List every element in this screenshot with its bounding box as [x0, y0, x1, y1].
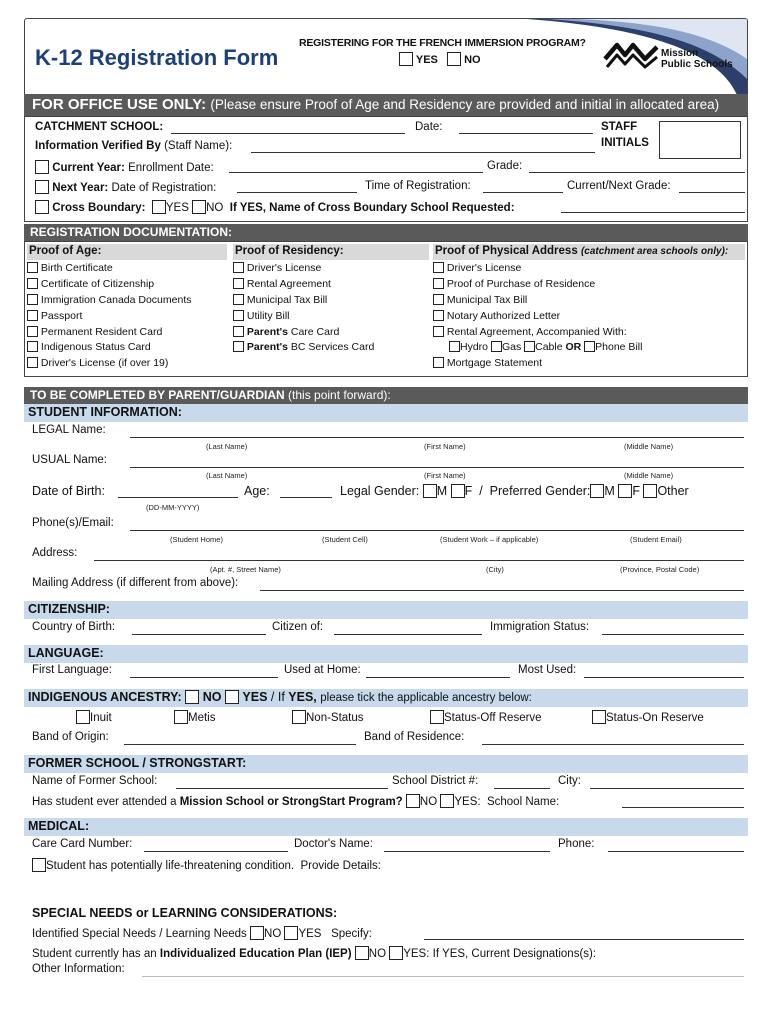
- most-used-line[interactable]: [584, 677, 744, 678]
- proof-age-checkbox[interactable]: [27, 341, 38, 352]
- proof-residency-item: [233, 309, 429, 325]
- attended-yes-checkbox[interactable]: [440, 794, 454, 808]
- ancestry-checkbox[interactable]: [76, 710, 90, 724]
- proof-address-item: [433, 325, 745, 341]
- ancestry-option: [592, 710, 704, 724]
- parent-guardian-band: [24, 387, 748, 404]
- next-year-label: Next Year:: [52, 182, 109, 194]
- gas-label: Gas: [501, 341, 522, 354]
- province-caption: (Province, Postal Code): [620, 565, 700, 574]
- proof-residency-label: Rental Agreement: [246, 277, 331, 290]
- used-at-home-line[interactable]: [366, 677, 510, 678]
- proof-age-label: Indigenous Status Card: [40, 341, 151, 354]
- legal-m-label: M: [436, 484, 448, 498]
- legal-first-caption: (First Name): [424, 442, 466, 451]
- attended-bold: Mission School or StrongStart Program?: [179, 796, 403, 808]
- date-line[interactable]: [459, 133, 593, 134]
- phone-email-label: Phone(s)/Email:: [32, 517, 114, 529]
- verified-rest: (Staff Name):: [164, 140, 233, 152]
- proof-residency-checkbox[interactable]: [233, 294, 244, 305]
- enrollment-date-line[interactable]: [229, 172, 483, 173]
- ancestry-label: Non-Status: [306, 712, 364, 724]
- identified-needs-label: Identified Special Needs / Learning Needs: [32, 928, 247, 940]
- legal-last-caption: (Last Name): [206, 442, 248, 451]
- immigration-status-label: Immigration Status:: [490, 621, 590, 633]
- verified-line[interactable]: [251, 152, 595, 153]
- provide-details-label: Provide Details:: [300, 860, 381, 872]
- parent-bc-bold: Parent's: [246, 341, 288, 354]
- office-box: [24, 116, 748, 222]
- school-district-label: School District #:: [392, 775, 479, 787]
- ancestry-option: [174, 710, 215, 724]
- time-registration-label: Time of Registration:: [365, 180, 471, 192]
- citizenship-section: CITIZENSHIP:: [24, 601, 748, 619]
- iep-row: [32, 946, 596, 960]
- proof-address-heading: Proof of Physical Address: [435, 245, 578, 257]
- attended-pre: Has student ever attended a: [32, 796, 177, 808]
- first-language-label: First Language:: [32, 664, 112, 676]
- iep-yes-label: YES:: [403, 948, 430, 960]
- cross-no-checkbox[interactable]: [192, 200, 206, 214]
- legal-gender-f-checkbox[interactable]: [451, 484, 465, 498]
- special-no-checkbox[interactable]: [250, 926, 264, 940]
- attended-row: [32, 794, 559, 808]
- parent-bc-rest: BC Services Card: [290, 341, 375, 354]
- proof-address-label: Rental Agreement, Accompanied With:: [446, 325, 627, 338]
- logo-wave-icon: [603, 37, 661, 71]
- usual-name-line[interactable]: [130, 467, 744, 468]
- former-school-section: FORMER SCHOOL / STRONGSTART:: [24, 755, 748, 773]
- french-yes-label: YES: [415, 54, 438, 66]
- proof-age-item: [27, 261, 227, 277]
- proof-address-column: [433, 244, 745, 372]
- proof-residency-item: [233, 261, 429, 277]
- student-info-section: STUDENT INFORMATION:: [24, 404, 748, 422]
- proof-residency-column: [233, 244, 429, 356]
- date-label: Date:: [415, 121, 443, 133]
- first-language-line[interactable]: [130, 677, 278, 678]
- cross-if-yes-label: If YES, Name of Cross Boundary School Requested:: [229, 202, 515, 214]
- legal-gender-label: Legal Gender:: [340, 484, 420, 498]
- proof-address-label: Proof of Purchase of Residence: [446, 277, 596, 290]
- indigenous-title: INDIGENOUS ANCESTRY:: [28, 690, 182, 704]
- french-yes-checkbox[interactable]: [399, 52, 413, 66]
- parent-band-title: TO BE COMPLETED BY PARENT/GUARDIAN: [30, 388, 285, 402]
- specify-line[interactable]: [424, 939, 744, 940]
- proof-residency-label: Driver's License: [246, 261, 322, 274]
- legal-f-label: F: [464, 484, 473, 498]
- proof-age-heading: Proof of Age:: [27, 244, 227, 260]
- proof-age-checkbox[interactable]: [27, 310, 38, 321]
- medical-phone-label: Phone:: [558, 838, 595, 850]
- ancestry-checkbox[interactable]: [430, 710, 444, 724]
- time-registration-line[interactable]: [483, 192, 563, 193]
- initials-label: INITIALS: [601, 137, 649, 149]
- attended-no-label: NO: [419, 796, 438, 808]
- former-city-label: City:: [558, 775, 581, 787]
- other-info-line[interactable]: [142, 976, 744, 977]
- parent-care-rest: Care Card: [290, 325, 340, 338]
- french-immersion-options: [399, 52, 481, 66]
- dob-line[interactable]: [118, 497, 238, 498]
- proof-age-item: [27, 309, 227, 325]
- proof-age-item: [27, 325, 227, 341]
- most-used-label: Most Used:: [518, 664, 577, 676]
- proof-age-checkbox[interactable]: [27, 294, 38, 305]
- citizen-of-label: Citizen of:: [272, 621, 324, 633]
- indigenous-if-bold: YES,: [288, 690, 317, 704]
- proof-residency-heading: Proof of Residency:: [233, 244, 429, 260]
- mortgage-checkbox[interactable]: [433, 357, 444, 368]
- cross-yes-checkbox[interactable]: [152, 200, 166, 214]
- staff-label: STAFF: [601, 121, 638, 133]
- city-caption: (City): [486, 565, 504, 574]
- current-year-checkbox[interactable]: [35, 160, 49, 174]
- gender-row: [340, 484, 689, 498]
- proof-age-item: [27, 277, 227, 293]
- proof-age-checkbox[interactable]: [27, 262, 38, 273]
- ancestry-option: [292, 710, 364, 724]
- catchment-line[interactable]: [171, 133, 405, 134]
- usual-last-caption: (Last Name): [206, 471, 248, 480]
- proof-age-label: Birth Certificate: [40, 261, 113, 274]
- proof-address-checkbox[interactable]: [433, 262, 444, 273]
- country-birth-label: Country of Birth:: [32, 621, 116, 633]
- grade-line[interactable]: [529, 172, 745, 173]
- form-header: [24, 18, 748, 94]
- indigenous-yes-checkbox[interactable]: [225, 690, 239, 704]
- care-card-label: Care Card Number:: [32, 838, 133, 850]
- parent-care-card-checkbox[interactable]: [233, 326, 244, 337]
- reg-docs-box: [24, 241, 748, 377]
- logo-line1: Mission: [661, 48, 699, 59]
- proof-age-item: [27, 293, 227, 309]
- pref-gender-other-checkbox[interactable]: [643, 484, 657, 498]
- proof-address-label: Municipal Tax Bill: [446, 293, 528, 306]
- gender-slash: /: [479, 484, 483, 498]
- apt-street-caption: (Apt. #, Street Name): [210, 565, 281, 574]
- dob-label: Date of Birth:: [32, 484, 105, 498]
- mailing-address-label: Mailing Address (if different from above):: [32, 577, 239, 589]
- ancestry-checkbox[interactable]: [174, 710, 188, 724]
- iep-bold: Individualized Education Plan (IEP): [159, 948, 352, 960]
- former-city-line[interactable]: [590, 788, 744, 789]
- usual-name-label: USUAL Name:: [32, 454, 107, 466]
- other-info-label: Other Information:: [32, 963, 125, 975]
- student-cell-caption: (Student Cell): [322, 535, 368, 544]
- life-threatening-checkbox[interactable]: [32, 858, 46, 872]
- cable-label: Cable: [535, 341, 563, 354]
- special-no-label: NO: [264, 928, 282, 940]
- proof-age-label: Certificate of Citizenship: [40, 277, 155, 290]
- parent-bc-services-checkbox[interactable]: [233, 341, 244, 352]
- condition-row: [32, 858, 381, 872]
- legal-name-label: LEGAL Name:: [32, 424, 106, 436]
- proof-age-item: [27, 340, 227, 356]
- address-label: Address:: [32, 547, 78, 559]
- band-origin-line[interactable]: [124, 744, 356, 745]
- enrollment-date-label: Enrollment Date:: [128, 162, 214, 174]
- verified-label: Information Verified By: [35, 140, 161, 152]
- ancestry-label: Status-Off Reserve: [444, 712, 542, 724]
- iep-if-label: If YES, Current Designations(s):: [432, 948, 597, 960]
- indigenous-yes-label: YES: [242, 690, 268, 704]
- office-band-note: (Please ensure Proof of Age and Residency are provided and initial in allocated area): [210, 97, 720, 112]
- french-immersion-question: REGISTERING FOR THE FRENCH IMMERSION PROGRAM?: [299, 37, 586, 49]
- indigenous-if-rest: please tick the applicable ancestry below:: [320, 692, 532, 704]
- ancestry-checkbox[interactable]: [292, 710, 306, 724]
- current-next-grade-line[interactable]: [679, 192, 745, 193]
- pref-m-label: M: [604, 484, 615, 498]
- catchment-label: CATCHMENT SCHOOL:: [35, 121, 164, 133]
- proof-address-label: Notary Authorized Letter: [446, 309, 561, 322]
- student-work-caption: (Student Work – if applicable): [440, 535, 539, 544]
- ancestry-option: [76, 710, 112, 724]
- proof-residency-checkbox[interactable]: [233, 278, 244, 289]
- age-label: Age:: [244, 484, 270, 498]
- proof-address-checkbox[interactable]: [433, 326, 444, 337]
- proof-address-checkbox[interactable]: [433, 294, 444, 305]
- proof-age-label: Immigration Canada Documents: [40, 293, 192, 306]
- proof-age-checkbox[interactable]: [27, 357, 38, 368]
- cross-school-line[interactable]: [561, 212, 745, 213]
- french-no-label: NO: [464, 54, 481, 66]
- special-yes-label: YES: [298, 928, 322, 940]
- staff-initials-box[interactable]: [659, 121, 741, 159]
- cross-no-label: NO: [206, 202, 224, 214]
- band-residence-line[interactable]: [482, 744, 744, 745]
- pref-f-label: F: [632, 484, 640, 498]
- legal-gender-m-checkbox[interactable]: [423, 484, 437, 498]
- proof-residency-label: Utility Bill: [246, 309, 290, 322]
- specify-label: Specify:: [331, 928, 372, 940]
- parent-band-note: (this point forward):: [288, 388, 391, 402]
- former-school-label: Name of Former School:: [32, 775, 158, 787]
- proof-address-checkbox[interactable]: [433, 310, 444, 321]
- french-no-checkbox[interactable]: [447, 52, 461, 66]
- pref-gender-f-checkbox[interactable]: [618, 484, 632, 498]
- indigenous-section: [24, 689, 748, 707]
- doctor-name-line[interactable]: [384, 851, 550, 852]
- grade-label: Grade:: [487, 160, 523, 172]
- indigenous-no-label: NO: [202, 690, 222, 704]
- attended-yes-label: YES:: [454, 796, 481, 808]
- cross-boundary-label: Cross Boundary:: [52, 202, 146, 214]
- mailing-address-line[interactable]: [260, 590, 744, 591]
- form-title: K-12 Registration Form: [35, 45, 279, 70]
- pref-other-label: Other: [657, 484, 689, 498]
- care-card-line[interactable]: [144, 851, 288, 852]
- proof-residency-item: [233, 293, 429, 309]
- age-line[interactable]: [280, 497, 332, 498]
- iep-pre: Student currently has an: [32, 948, 157, 960]
- pref-gender-m-checkbox[interactable]: [590, 484, 604, 498]
- legal-middle-caption: (Middle Name): [624, 442, 674, 451]
- ancestry-checkbox[interactable]: [592, 710, 606, 724]
- medical-phone-line[interactable]: [608, 851, 744, 852]
- gas-checkbox[interactable]: [491, 341, 502, 352]
- used-at-home-label: Used at Home:: [284, 664, 361, 676]
- indigenous-if-pre: / If: [270, 690, 285, 704]
- doctor-name-label: Doctor's Name:: [294, 838, 373, 850]
- country-birth-line[interactable]: [132, 634, 266, 635]
- school-name-label: School Name:: [486, 796, 560, 808]
- proof-address-item: [433, 277, 745, 293]
- date-registration-label: Date of Registration:: [111, 182, 217, 194]
- logo-line2: Public Schools: [661, 59, 733, 70]
- mortgage-label: Mortgage Statement: [446, 357, 543, 370]
- usual-middle-caption: (Middle Name): [624, 471, 674, 480]
- iep-no-checkbox[interactable]: [355, 946, 369, 960]
- proof-age-label: Permanent Resident Card: [40, 325, 163, 338]
- proof-residency-checkbox[interactable]: [233, 310, 244, 321]
- identified-row: [32, 926, 372, 940]
- special-needs-section: SPECIAL NEEDS or LEARNING CONSIDERATIONS:: [32, 906, 338, 920]
- attended-no-checkbox[interactable]: [406, 794, 420, 808]
- cross-boundary-checkbox[interactable]: [35, 200, 49, 214]
- school-name-line[interactable]: [622, 807, 744, 808]
- citizen-of-line[interactable]: [334, 634, 482, 635]
- proof-age-label: Driver's License (if over 19): [40, 357, 169, 370]
- mission-logo: [603, 37, 739, 79]
- former-school-line[interactable]: [176, 788, 388, 789]
- office-band-title: FOR OFFICE USE ONLY:: [32, 96, 207, 113]
- reg-docs-band: REGISTRATION DOCUMENTATION:: [24, 224, 748, 241]
- legal-name-line[interactable]: [130, 437, 744, 438]
- pref-gender-label: Preferred Gender:: [489, 484, 591, 498]
- student-home-caption: (Student Home): [170, 535, 223, 544]
- proof-address-item: [433, 261, 745, 277]
- proof-address-item: [433, 309, 745, 325]
- current-next-grade-label: Current/Next Grade:: [567, 180, 671, 192]
- proof-residency-item: [233, 277, 429, 293]
- cross-yes-label: YES: [165, 202, 189, 214]
- current-year-label: Current Year:: [52, 162, 125, 174]
- medical-section: MEDICAL:: [24, 818, 748, 836]
- address-line[interactable]: [94, 560, 744, 561]
- condition-label: Student has potentially life-threatening condition.: [46, 860, 295, 872]
- proof-residency-checkbox[interactable]: [233, 262, 244, 273]
- phone-bill-label: Phone Bill: [595, 341, 643, 354]
- office-use-band: [24, 94, 748, 116]
- proof-age-checkbox[interactable]: [27, 326, 38, 337]
- band-residence-label: Band of Residence:: [364, 731, 465, 743]
- registration-form: [24, 18, 748, 998]
- phone-email-line[interactable]: [130, 530, 744, 531]
- iep-no-label: NO: [368, 948, 387, 960]
- ancestry-label: Status-On Reserve: [606, 712, 704, 724]
- proof-age-item: [27, 356, 227, 372]
- ancestry-label: Inuit: [90, 712, 112, 724]
- proof-age-column: [27, 244, 227, 372]
- proof-address-item: [433, 293, 745, 309]
- next-year-checkbox[interactable]: [35, 180, 49, 194]
- usual-first-caption: (First Name): [424, 471, 466, 480]
- or-label: OR: [565, 341, 582, 354]
- proof-age-label: Passport: [40, 309, 83, 322]
- proof-address-checkbox[interactable]: [433, 278, 444, 289]
- dob-format-caption: (DD-MM-YYYY): [146, 503, 200, 512]
- language-section: LANGUAGE:: [24, 645, 748, 663]
- indigenous-no-checkbox[interactable]: [185, 690, 199, 704]
- parent-care-bold: Parent's: [246, 325, 288, 338]
- cable-checkbox[interactable]: [524, 341, 535, 352]
- proof-age-checkbox[interactable]: [27, 278, 38, 289]
- hydro-checkbox[interactable]: [449, 341, 460, 352]
- proof-address-note: (catchment area schools only):: [580, 246, 729, 257]
- hydro-label: Hydro: [460, 341, 489, 354]
- immigration-status-line[interactable]: [602, 634, 744, 635]
- band-origin-label: Band of Origin:: [32, 731, 109, 743]
- iep-yes-checkbox[interactable]: [389, 946, 403, 960]
- special-yes-checkbox[interactable]: [284, 926, 298, 940]
- proof-residency-label: Municipal Tax Bill: [246, 293, 328, 306]
- ancestry-label: Metis: [188, 712, 216, 724]
- school-district-line[interactable]: [494, 788, 550, 789]
- date-registration-line[interactable]: [237, 192, 357, 193]
- ancestry-option: [430, 710, 542, 724]
- phone-bill-checkbox[interactable]: [584, 341, 595, 352]
- proof-address-label: Driver's License: [446, 261, 522, 274]
- student-email-caption: (Student Email): [630, 535, 682, 544]
